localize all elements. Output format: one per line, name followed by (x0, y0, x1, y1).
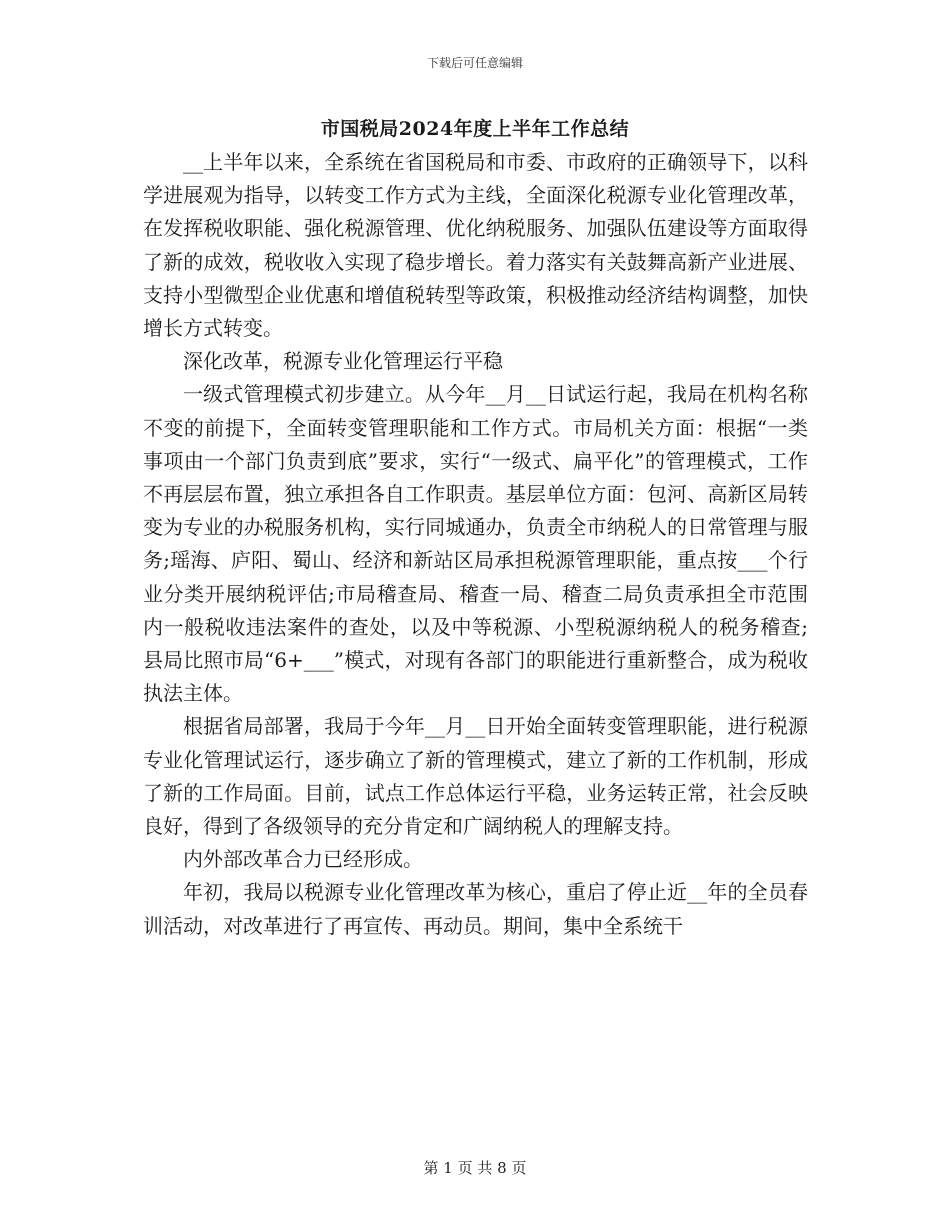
document-body (143, 146, 808, 943)
section-heading-synergy: 内外部改革合力已经形成。 (183, 847, 423, 872)
paragraph-intro: __上半年以来，全系统在省国税局和市委、市政府的正确领导下，以科学进展观为指导，以转变工作方式为主线，全面深化税源专业化管理改革，在发挥税收职能、强化税源管理、优化纳税服务、加强队伍建设等方面取得了新的成效，税收收入实现了稳步增长。着力落实有关鼓舞高新产业进展、支持小型微型企业优惠和增值税转型等政策，积极推动经济结构调整，加快增长方式转变。 (143, 150, 808, 341)
header-note: 下载后可任意编辑 (426, 56, 523, 70)
paragraph-trial-run: 根据省局部署，我局于今年__月__日开始全面转变管理职能，进行税源专业化管理试运行，逐步确立了新的管理模式，建立了新的工作机制，形成了新的工作局面。目前，试点工作总体运行平稳，业务运转正常，社会反映良好，得到了各级领导的充分肯定和广阔纳税人的理解支持。 (143, 714, 808, 839)
page-number: 第 1 页 共 8 页 (423, 1159, 527, 1177)
section-heading-reform: 深化改革，税源专业化管理运行平稳 (183, 349, 503, 374)
paragraph-spring-training: 年初，我局以税源专业化管理改革为核心，重启了停止近__年的全员春训活动，对改革进行了再宣传、再动员。期间，集中全系统干 (143, 880, 808, 938)
paragraph-management-model: 一级式管理模式初步建立。从今年__月__日试运行起，我局在机构名称不变的前提下，全面转变管理职能和工作方式。市局机关方面：根据“一类事项由一个部门负责到底”要求，实行“一级式、扁平化”的管理模式，工作不再层层布置，独立承担各自工作职责。基层单位方面：包河、高新区局转变为专业的办税服务机构，实行同城通办，负责全市纳税人的日常管理与服务;瑶海、庐阳、蜀山、经济和新站区局承担税源管理职能，重点按___个行业分类开展纳税评估;市局稽查局、稽查一局、稽查二局负责承担全市范围内一般税收违法案件的查处，以及中等税源、小型税源纳税人的税务稽查;县局比照市局“6+___”模式，对现有各部门的职能进行重新整合，成为税收执法主体。 (143, 382, 808, 706)
document-title: 市国税局2024年度上半年工作总结 (320, 118, 630, 140)
